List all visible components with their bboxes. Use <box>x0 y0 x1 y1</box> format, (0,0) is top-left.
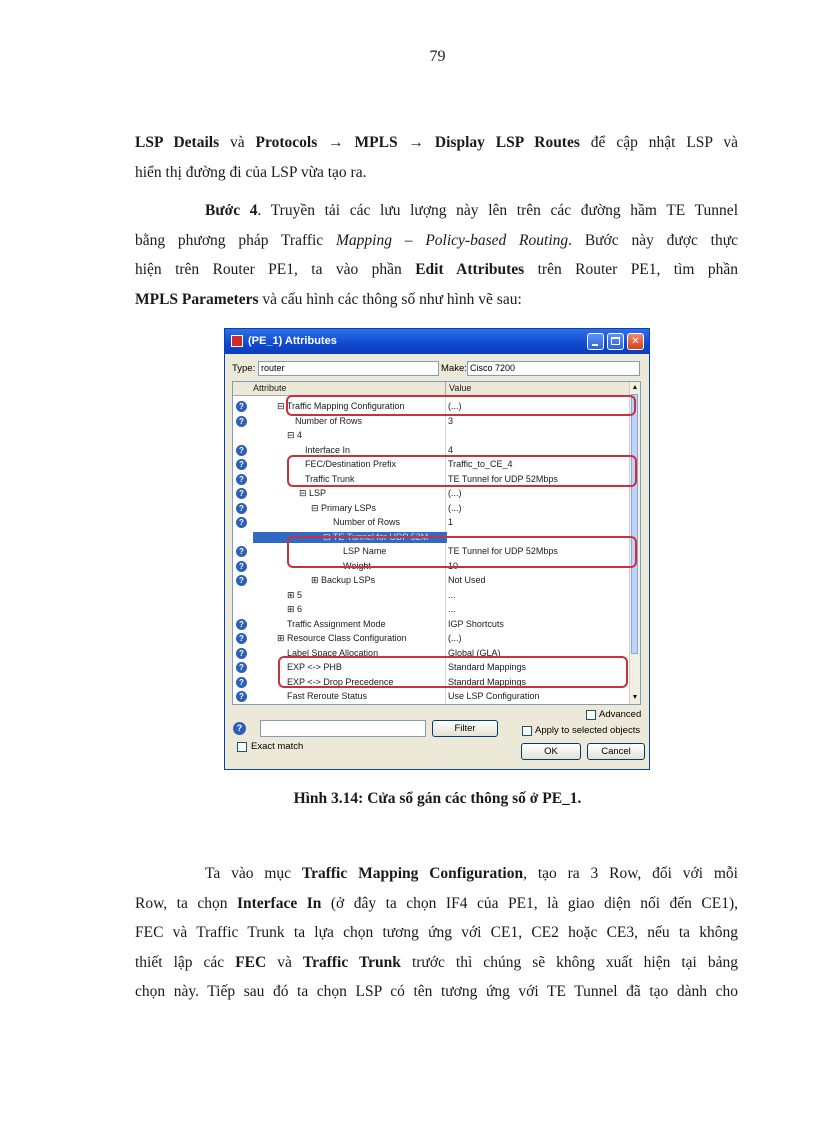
make-field[interactable]: Cisco 7200 <box>467 361 640 376</box>
scroll-thumb[interactable] <box>631 394 638 654</box>
paragraph-1-line-1: LSP Details và Protocols → MPLS → Display LSP Routes để cập nhật LSP và <box>135 134 738 151</box>
table-row[interactable]: ? Number of Rows 1 <box>233 516 631 531</box>
help-icon: ? <box>236 662 247 673</box>
highlight-fec-trunk <box>287 455 637 487</box>
table-row[interactable]: ? FEC/Destination Prefix Traffic_to_CE_4 <box>233 458 631 473</box>
table-row[interactable]: ? Traffic Trunk TE Tunnel for UDP 52Mbps <box>233 473 631 488</box>
make-label: Make: <box>441 363 467 374</box>
table-row[interactable]: ? Interface In 4 <box>233 444 631 459</box>
minimize-button[interactable] <box>587 333 604 350</box>
title-bar[interactable] <box>225 329 649 354</box>
table-row[interactable]: ? ⊟ Traffic Mapping Configuration (...) <box>233 400 631 415</box>
maximize-icon <box>611 337 620 345</box>
table-row[interactable]: ? Number of Rows 3 <box>233 415 631 430</box>
table-row[interactable]: ? EXP <-> Drop Precedence Standard Mappings <box>233 676 631 691</box>
advanced-label: Advanced <box>599 709 642 720</box>
table-row[interactable]: ? Traffic Assignment Mode IGP Shortcuts <box>233 618 631 633</box>
type-label: Type: <box>232 363 256 374</box>
app-icon <box>231 335 243 347</box>
table-row[interactable]: ? Fast Reroute Status Use LSP Configuration <box>233 690 631 705</box>
close-icon: ✕ <box>631 336 640 347</box>
highlight-traffic-mapping <box>286 395 636 416</box>
help-icon: ? <box>236 648 247 659</box>
minimize-icon <box>592 344 598 346</box>
close-button[interactable] <box>627 333 644 350</box>
dialog-title: (PE_1) Attributes <box>248 335 337 347</box>
help-icon: ? <box>236 633 247 644</box>
table-row[interactable]: ? ⊞ Resource Class Configuration (...) <box>233 632 631 647</box>
help-icon: ? <box>236 575 247 586</box>
table-row[interactable]: ? EXP <-> PHB Standard Mappings <box>233 661 631 676</box>
table-row[interactable]: ? ⊟ Primary LSPs (...) <box>233 502 631 517</box>
help-icon: ? <box>236 445 247 456</box>
page-number: 79 <box>429 48 446 65</box>
help-icon: ? <box>236 459 247 470</box>
exact-match-checkbox[interactable] <box>237 742 247 752</box>
cancel-button[interactable]: Cancel <box>587 743 645 760</box>
help-icon: ? <box>236 416 247 427</box>
help-icon: ? <box>236 677 247 688</box>
table-row[interactable]: ⊞ 6 ... <box>287 604 456 614</box>
paragraph-2: Bước 4. Truyền tải các lưu lượng này lên trên các đường hầm TE Tunnel bằng phương pháp Traffic Mapping – Policy-based Routing. Bước này được thực hiện trên Router PE1, ta vào phần Edit Attributes trên Router PE1, tìm phần MPLS Parameters và cấu hình các thông số như hình vẽ sau: <box>135 202 739 308</box>
type-field[interactable]: router <box>258 361 439 376</box>
table-row[interactable]: ? LSP Name TE Tunnel for UDP 52Mbps <box>233 545 631 560</box>
help-icon: ? <box>236 488 247 499</box>
ok-button[interactable]: OK <box>521 743 581 760</box>
highlight-exp <box>278 656 628 688</box>
apply-checkbox[interactable] <box>522 726 532 736</box>
figure-caption: Hình 3.14: Cửa sổ gán các thông số ở PE_1. <box>293 790 582 807</box>
col-value[interactable]: Value <box>449 383 472 393</box>
help-icon: ? <box>236 546 247 557</box>
filter-button[interactable]: Filter <box>432 720 498 737</box>
col-attribute[interactable]: Attribute <box>253 383 287 393</box>
table-row[interactable]: ? ⊞ Backup LSPs Not Used <box>233 574 631 589</box>
help-icon: ? <box>236 691 247 702</box>
paragraph-1 <box>135 128 738 187</box>
filter-input[interactable] <box>260 720 426 737</box>
exact-match-label: Exact match <box>251 741 304 752</box>
table-row-selected[interactable]: ⊟ TE Tunnel for UDP 52M <box>233 531 631 546</box>
scroll-down-icon[interactable]: ▼ <box>631 694 639 701</box>
help-icon: ? <box>236 619 247 630</box>
help-icon: ? <box>236 561 247 572</box>
help-icon: ? <box>236 503 247 514</box>
table-row[interactable]: ⊟ 4 <box>287 430 303 440</box>
paragraph-3: Ta vào mục Traffic Mapping Configuration, tạo ra 3 Row, đối với mỗi Row, ta chọn Interface In (ở đây ta chọn IF4 của PE1, là giao diện nối đến CE1), FEC và Traffic Trunk ta lựa chọn tương ứng với CE1, CE2 hoặc CE3, nếu ta không thiết lập các FEC và Traffic Trunk trước thì chúng sẽ không xuất hiện tại bảng chọn này. Tiếp sau đó ta chọn LSP có tên tương ứng với TE Tunnel đã tạo dành cho <box>135 865 739 1000</box>
advanced-checkbox[interactable] <box>586 710 596 720</box>
table-row[interactable]: ⊞ 5 ... <box>287 589 456 600</box>
paragraph-1-line-2: hiển thị đường đi của LSP vừa tạo ra. <box>135 163 367 181</box>
help-icon[interactable]: ? <box>233 722 246 735</box>
help-icon: ? <box>236 474 247 485</box>
scroll-up-icon[interactable]: ▲ <box>631 384 639 391</box>
table-row[interactable]: ? ⊟ LSP (...) <box>233 487 631 502</box>
maximize-button[interactable] <box>607 333 624 350</box>
apply-label: Apply to selected objects <box>535 725 641 736</box>
table-row[interactable]: ? Weight 10 <box>233 560 631 575</box>
table-row[interactable]: ? Label Space Allocation Global (GLA) <box>233 647 631 662</box>
highlight-lsp-name <box>287 536 637 568</box>
table-header <box>233 382 631 396</box>
help-icon: ? <box>236 517 247 528</box>
help-icon: ? <box>236 401 247 412</box>
